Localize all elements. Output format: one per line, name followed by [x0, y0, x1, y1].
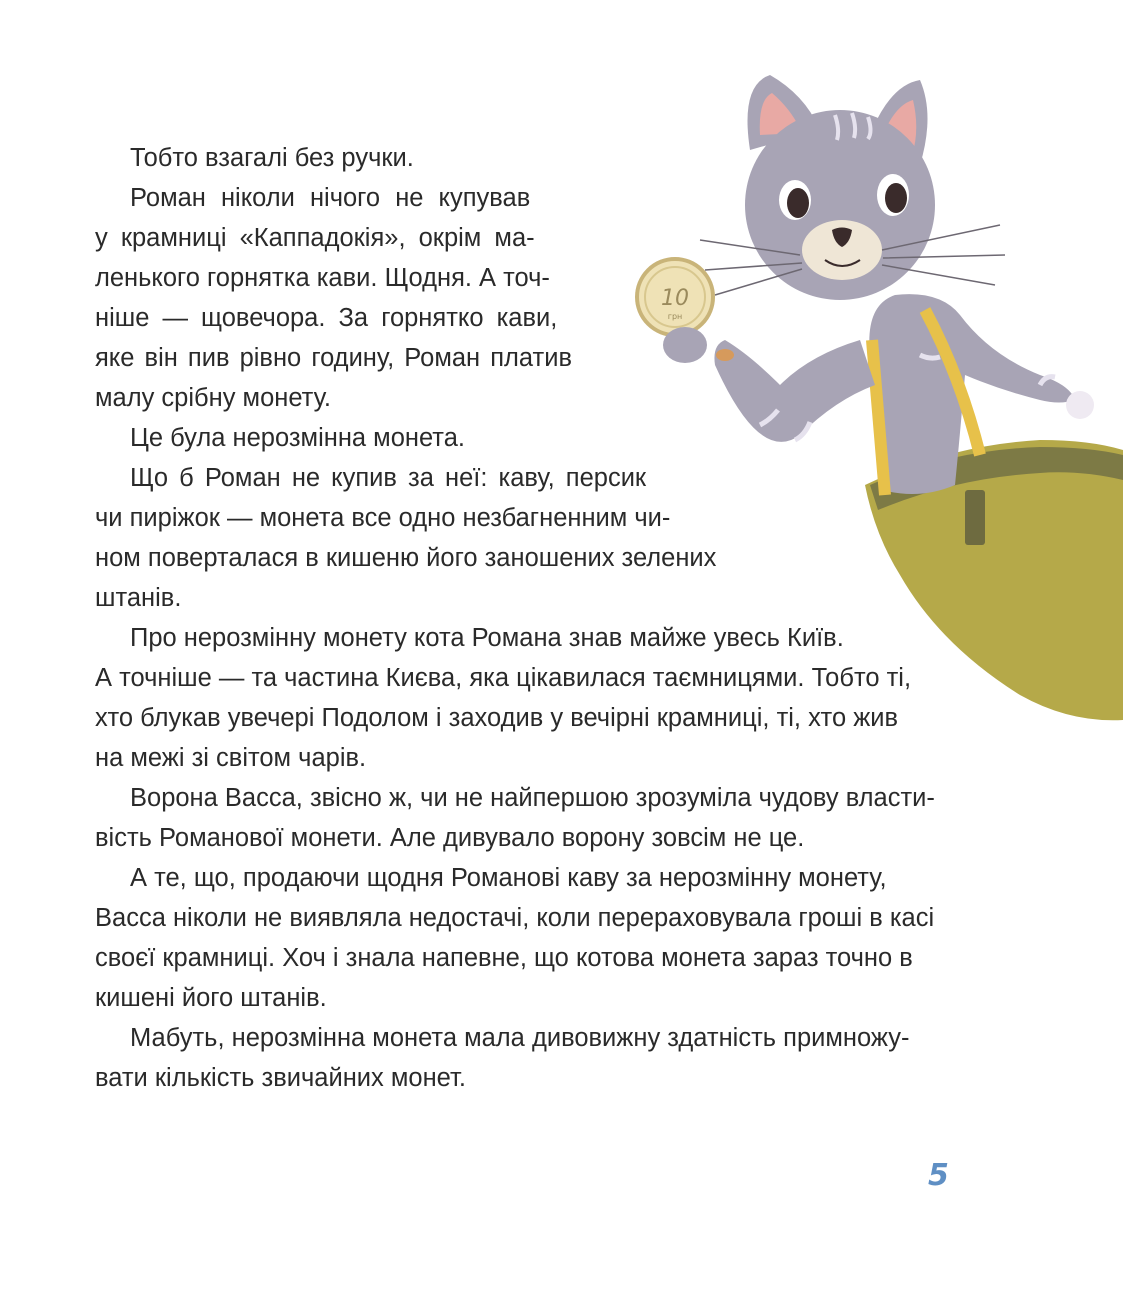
- text-line: Це була нерозмінна монета.: [130, 424, 465, 452]
- text-line: на межі зі світом чарів.: [95, 744, 367, 772]
- text-line: вати кількість звичайних монет.: [95, 1064, 466, 1092]
- text-line: яке він пив рівно годину, Роман платив: [95, 344, 572, 372]
- text-line: Ворона Васса, звісно ж, чи не найпершою зрозуміла чудову власти-: [130, 784, 935, 812]
- text-line: чи пиріжок — монета все одно незбагненним чи-: [95, 504, 671, 532]
- text-line: Тобто взагалі без ручки.: [130, 144, 414, 172]
- cat-head: [700, 75, 1005, 300]
- text-line: кишені його штанів.: [95, 984, 327, 1012]
- text-line: хто блукав увечері Подолом і заходив у вечірні крамниці, ті, хто жив: [95, 704, 899, 732]
- text-line: ленького горнятка кави. Щодня. А точ-: [95, 264, 550, 292]
- text-line: Роман ніколи нічого не купував: [130, 184, 531, 212]
- coin-value: 10: [661, 286, 689, 311]
- text-line: вість Романової монети. Але дивувало ворону зовсім не це.: [95, 824, 805, 852]
- text-line: своєї крамниці. Хоч і знала напевне, що котова монета зараз точно в: [95, 944, 913, 972]
- text-line: у крамниці «Каппадокія», окрім ма-: [95, 224, 535, 252]
- coin-icon: [637, 259, 713, 335]
- text-line: А те, що, продаючи щодня Романові каву за нерозмінну монету,: [130, 864, 887, 892]
- text-line: ном поверталася в кишеню його заношених зелених: [95, 544, 717, 572]
- cat-arm: [714, 340, 875, 442]
- text-line: малу срібну монету.: [95, 384, 331, 412]
- coin-unit: грн: [667, 312, 683, 321]
- text-line: штанів.: [95, 584, 182, 612]
- text-line: ніше — щовечора. За горнятко кави,: [95, 304, 558, 332]
- text-line: А точніше — та частина Києва, яка цікавилася таємницями. Тобто ті,: [95, 664, 912, 692]
- text-line: Що б Роман не купив за неї: каву, персик: [130, 464, 647, 492]
- text-line: Васса ніколи не виявляла недостачі, коли перераховувала гроші в касі: [95, 904, 935, 932]
- text-line: Мабуть, нерозмінна монета мала дивовижну здатність примножу-: [130, 1024, 910, 1052]
- page-number: 5: [928, 1158, 949, 1193]
- text-line: Про нерозмінну монету кота Романа знав майже увесь Київ.: [130, 624, 844, 652]
